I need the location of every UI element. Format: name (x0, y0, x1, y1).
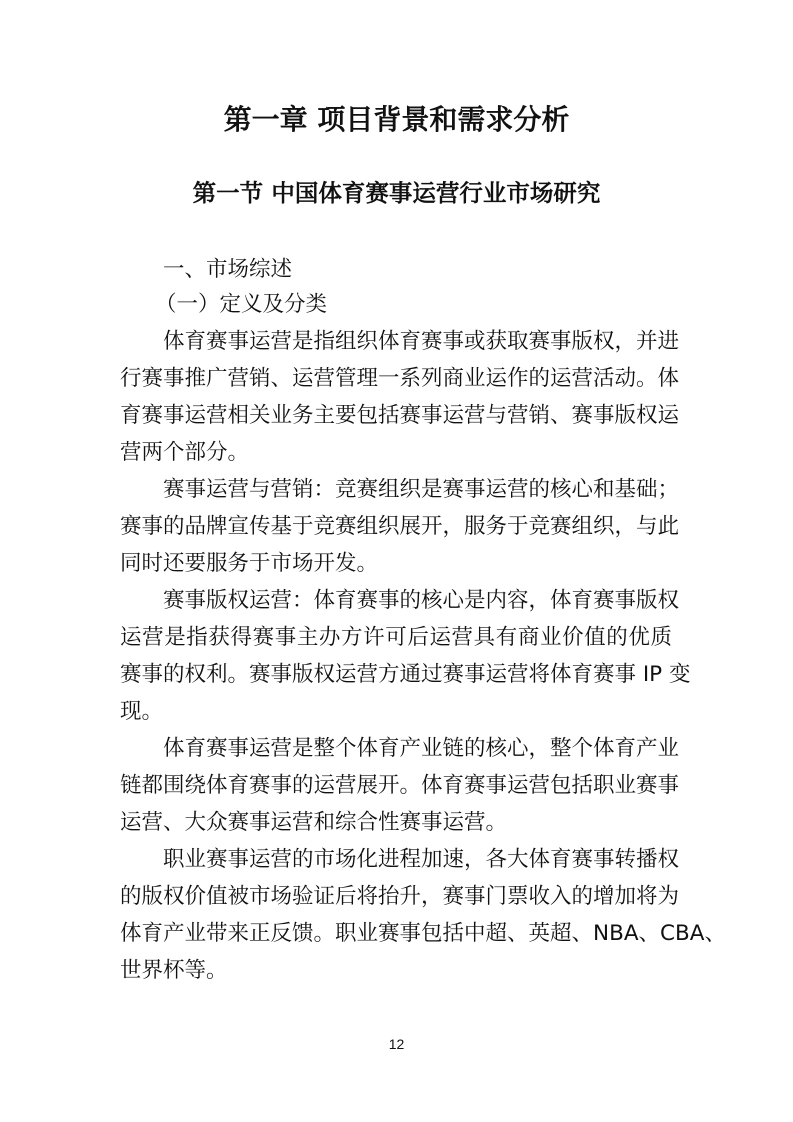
paragraph-line: 体育产业带来正反馈。职业赛事包括中超、英超、NBA、CBA、 (120, 921, 727, 946)
paragraph-line: 赛事运营与营销：竞赛组织是赛事运营的核心和基础； (163, 477, 680, 502)
paragraph-line: 体育赛事运营是整个体育产业链的核心，整个体育产业 (163, 736, 680, 761)
paragraph-line: 赛事的品牌宣传基于竞赛组织展开，服务于竞赛组织，与此 (120, 514, 680, 539)
paragraph-line: 运营是指获得赛事主办方许可后运营具有商业价值的优质 (120, 625, 672, 650)
chapter-title: 第一章 项目背景和需求分析 (223, 103, 570, 136)
paragraph-line: 赛事的权利。赛事版权运营方通过赛事运营将体育赛事 IP 变 (120, 662, 691, 687)
paragraph-line: 行赛事推广营销、运营管理一系列商业运作的运营活动。体 (120, 366, 680, 391)
paragraph-line: 链都围绕体育赛事的运营展开。体育赛事运营包括职业赛事 (120, 773, 680, 798)
paragraph-line: 的版权价值被市场验证后将抬升，赛事门票收入的增加将为 (120, 884, 680, 909)
heading-definition: （一）定义及分类 (155, 292, 328, 317)
page-number: 12 (388, 1036, 405, 1052)
section-title: 第一节 中国体育赛事运营行业市场研究 (192, 179, 601, 207)
paragraph-line: 世界杯等。 (120, 958, 228, 983)
paragraph-line: 职业赛事运营的市场化进程加速，各大体育赛事转播权 (163, 847, 680, 872)
paragraph-line: 体育赛事运营是指组织体育赛事或获取赛事版权，并进 (163, 329, 680, 354)
paragraph-line: 营两个部分。 (120, 440, 250, 465)
paragraph-line: 运营、大众赛事运营和综合性赛事运营。 (120, 810, 508, 835)
heading-market-overview: 一、市场综述 (163, 257, 293, 282)
paragraph-line: 赛事版权运营：体育赛事的核心是内容，体育赛事版权 (163, 588, 680, 613)
paragraph-line: 育赛事运营相关业务主要包括赛事运营与营销、赛事版权运 (120, 403, 680, 428)
paragraph-line: 现。 (120, 699, 164, 724)
paragraph-line: 同时还要服务于市场开发。 (120, 551, 379, 576)
